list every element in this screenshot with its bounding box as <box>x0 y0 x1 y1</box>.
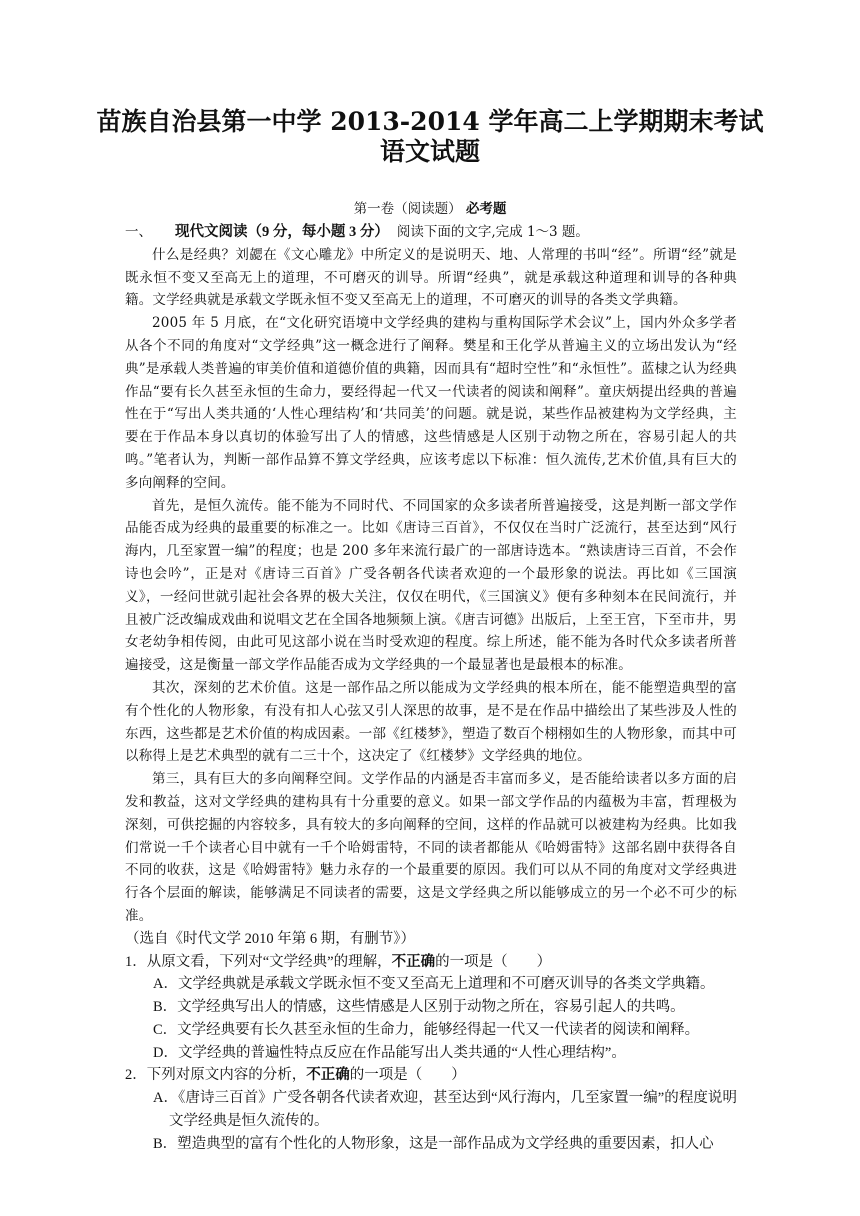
part-number: 一、 <box>125 224 152 240</box>
question-stem-emphasis: 不正确 <box>306 1067 350 1084</box>
question-option: A．文学经典就是承载文学既永恒不变又至高无上道理和不可磨灭训导的各类文学典籍。 <box>153 976 715 993</box>
question-option: A．《唐诗三百首》广受各朝各代读者欢迎，甚至达到“风行海内，几至家置一编”的程度说明文学经典是恒久流传的。 <box>153 1090 737 1130</box>
part-instruction: 阅读下面的文字,完成 1～3 题。 <box>396 224 589 240</box>
exam-title: 苗族自治县第一中学 2013-2014 学年高二上学期期末考试 <box>96 107 764 136</box>
passage-paragraph: 2005 年 5 月底，在“文化研究语境中文学经典的建构与重构国际学术会议”上，国内外众多学者从各个不同的角度对“文学经典”这一概念进行了阐释。樊星和王化学从普遍主义的立场出发认为“经典”是承载人类普遍的审美价值和道德价值的典籍，因而具有“超时空性”和“永恒性”。蓝棣之认为经典作品“要有长久甚至永恒的生命力，要经得起一代又一代读者的阅读和阐释”。童庆炳提出经典的普遍性在于“写出人类共通的‘人性心理结构’和‘共同美’的问题。就是说，某些作品被建构为文学经典，主要在于作品本身以真切的体验写出了人的情感，这些情感是人区别于动物之所在，容易引起人的共鸣。”笔者认为，判断一部作品算不算文学经典，应该考虑以下标准：恒久流传,艺术价值,具有巨大的多向阐释的空间。 <box>125 315 737 491</box>
passage-paragraph: 第三，具有巨大的多向阐释空间。文学作品的内涵是否丰富而多义，是否能给读者以多方面的启发和教益，这对文学经典的建构具有十分重要的意义。如果一部文学作品的内蕴极为丰富，哲理极为深刻，可供挖掘的内容较多，具有较大的多向阐释的空间，这样的作品就可以被建构为经典。比如我们常说一千个读者心目中就有一千个哈姆雷特，不同的读者都能从《哈姆雷特》这部名剧中获得各自不同的收获，这是《哈姆雷特》魅力永存的一个最重要的原因。我们可以从不同的角度对文学经典进行各个层面的解读，能够满足不同读者的需要，这是文学经典之所以能够成立的另一个必不可少的标准。 <box>125 771 737 924</box>
question-option: B．塑造典型的富有个性化的人物形象，这是一部作品成为文学经典的重要因素，扣人心 <box>153 1135 714 1152</box>
question-stem <box>125 1064 737 1087</box>
question-stem-text: 的一项是（ ） <box>435 953 552 970</box>
question-stem-text: 2．下列对原文内容的分析， <box>125 1067 307 1084</box>
exam-body <box>125 221 737 1156</box>
section-header <box>0 200 860 218</box>
passage-paragraph: 什么是经典？刘勰在《文心雕龙》中所定义的是说明天、地、人常理的书叫“经”。所谓“经”就是既永恒不变又至高无上的道理，不可磨灭的训导。所谓“经典”，就是承载这种道理和训导的各种典籍。文学经典就是承载文学既永恒不变又至高无上的道理，不可磨灭的训导的各类文学典籍。 <box>125 246 737 309</box>
passage-paragraph: 其次，深刻的艺术价值。这是一部作品之所以能成为文学经典的根本所在，能不能塑造典型的富有个性化的人物形象，有没有扣人心弦又引人深思的故事，是不是在作品中描绘出了某些涉及人性的东西，这些都是艺术价值的构成因素。一部《红楼梦》，塑造了数百个栩栩如生的人物形象，而其中可以称得上是艺术典型的就有二三十个，这决定了《红楼梦》文学经典的地位。 <box>125 679 737 765</box>
section-label: 第一卷（阅读题） <box>353 201 462 217</box>
exam-subtitle: 语文试题 <box>379 137 480 166</box>
question-option: D．文学经典的普遍性特点反应在作品能写出人类共通的“人性心理结构”。 <box>153 1044 626 1061</box>
question-stem-emphasis: 不正确 <box>391 953 436 970</box>
passage-source: （选自《时代文学 2010 年第 6 期，有删节》） <box>125 930 415 947</box>
question-stem-text: 1．从原文看，下列对“文学经典”的理解， <box>125 953 392 970</box>
section-required: 必考题 <box>465 201 507 217</box>
part-heading <box>125 221 737 244</box>
question-option: C．文学经典要有长久甚至永恒的生命力，能够经得起一代又一代读者的阅读和阐释。 <box>153 1021 700 1038</box>
question-option: B．文学经典写出人的情感，这些情感是人区别于动物之所在，容易引起人的共鸣。 <box>153 999 685 1016</box>
part-title: 现代文阅读（9 分，每小题 3 分） <box>175 224 389 240</box>
question-stem <box>125 951 737 974</box>
passage-paragraph: 首先，是恒久流传。能不能为不同时代、不同国家的众多读者所普遍接受，这是判断一部文学作品能否成为经典的最重要的标准之一。比如《唐诗三百首》，不仅仅在当时广泛流行，甚至达到“风行海内，几至家置一编”的程度；也是 200 多年来流行最广的一部唐诗选本。“熟读唐诗三百首，不会作诗也会吟”，正是对《唐诗三百首》广受各朝各代读者欢迎的一个最形象的说法。再比如《三国演义》，一经问世就引起社会各界的极大关注，仅仅在明代，《三国演义》便有多种刻本在民间流行，并且被广泛改编成戏曲和说唱文艺在全国各地频频上演。《唐吉诃德》出版后，上至王宫，下至市井，男女老幼争相传阅，由此可见这部小说在当时受欢迎的程度。综上所述，能不能为各时代众多读者所普遍接受，这是衡量一部文学作品能否成为文学经典的一个最显著也是最根本的标准。 <box>125 497 737 674</box>
question-stem-text: 的一项是（ ） <box>349 1067 466 1084</box>
